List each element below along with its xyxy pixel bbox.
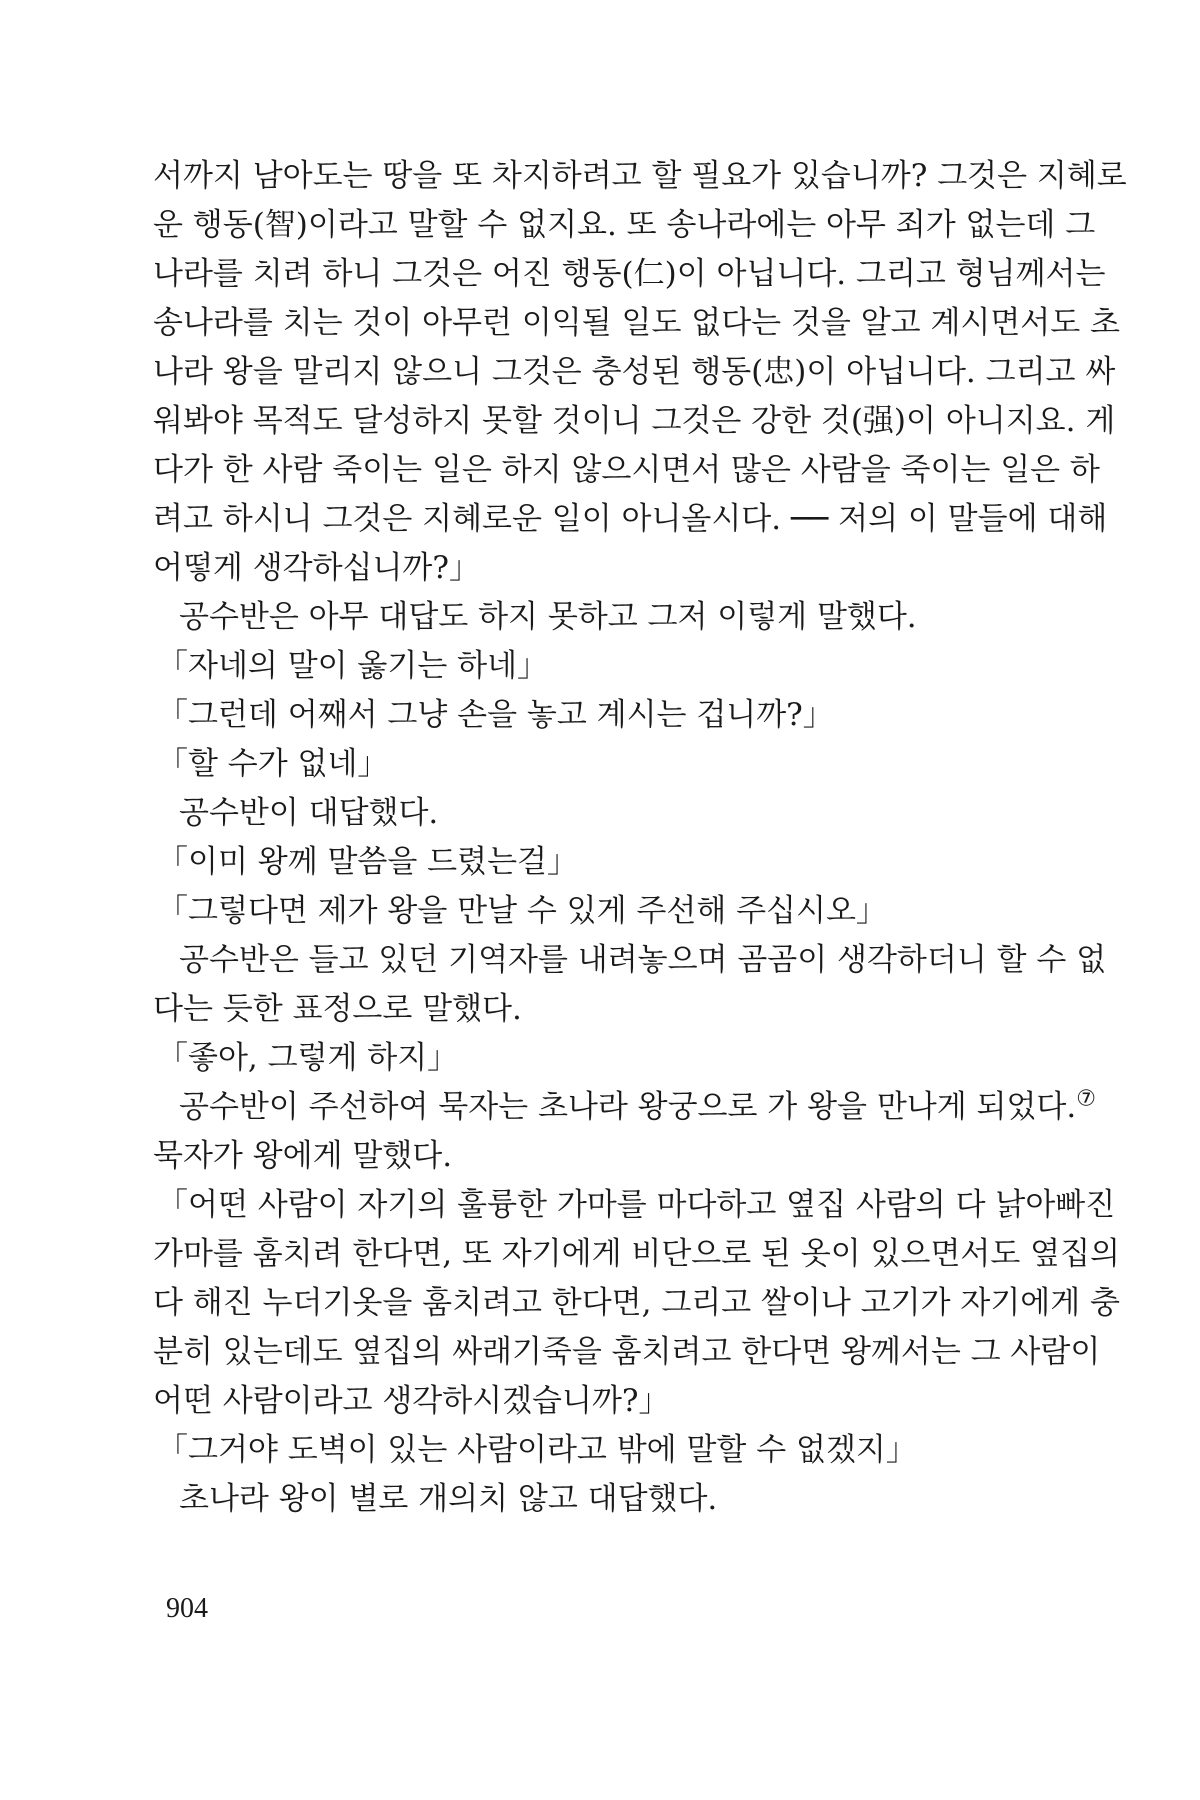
text-line: 서까지 남아도는 땅을 또 차지하려고 할 필요가 있습니까? 그것은 지혜로 bbox=[153, 158, 1127, 194]
text-line: 묵자가 왕에게 말했다. bbox=[153, 1138, 453, 1174]
text-line: 분히 있는데도 옆집의 싸래기죽을 훔치려고 한다면 왕께서는 그 사람이 bbox=[153, 1334, 1101, 1370]
text-line: 어떤 사람이라고 생각하시겠습니까?」 bbox=[153, 1383, 670, 1419]
dialogue-line: 「좋아, 그렇게 하지」 bbox=[157, 1040, 459, 1076]
dialogue-line: 「할 수가 없네」 bbox=[157, 746, 389, 782]
text-line: 운 행동(智)이라고 말할 수 없지요. 또 송나라에는 아무 죄가 없는데 그 bbox=[153, 207, 1096, 243]
body-text bbox=[153, 152, 1127, 1524]
narration-line bbox=[153, 1083, 1096, 1132]
narration-line: 공수반은 들고 있던 기역자를 내려놓으며 곰곰이 생각하더니 할 수 없 bbox=[179, 942, 1107, 978]
text-line: 워봐야 목적도 달성하지 못할 것이니 그것은 강한 것(强)이 아니지요. 게 bbox=[153, 403, 1116, 439]
page-number: 904 bbox=[166, 1593, 208, 1624]
dialogue-line: 「그거야 도벽이 있는 사람이라고 밖에 말할 수 없겠지」 bbox=[157, 1432, 917, 1468]
text-line: 나라를 치려 하니 그것은 어진 행동(仁)이 아닙니다. 그리고 형님께서는 bbox=[153, 256, 1106, 292]
narration-line: 공수반이 대답했다. bbox=[179, 795, 439, 831]
text-line: 송나라를 치는 것이 아무런 이익될 일도 없다는 것을 알고 계시면서도 초 bbox=[153, 305, 1120, 341]
narration-line: 공수반은 아무 대답도 하지 못하고 그저 이렇게 말했다. bbox=[179, 599, 917, 635]
text-line: 다가 한 사람 죽이는 일은 하지 않으시면서 많은 사람을 죽이는 일은 하 bbox=[153, 452, 1100, 488]
text-line: 나라 왕을 말리지 않으니 그것은 충성된 행동(忠)이 아닙니다. 그리고 싸 bbox=[153, 354, 1116, 390]
narration-line: 초나라 왕이 별로 개의치 않고 대답했다. bbox=[179, 1481, 718, 1517]
dialogue-line: 「그렇다면 제가 왕을 만날 수 있게 주선해 주십시오」 bbox=[157, 893, 887, 929]
dialogue-line: 「이미 왕께 말씀을 드렸는걸」 bbox=[157, 844, 578, 880]
text-line: 다는 듯한 표정으로 말했다. bbox=[153, 991, 522, 1027]
dialogue-line: 「어떤 사람이 자기의 훌륭한 가마를 마다하고 옆집 사람의 다 낡아빠진 bbox=[157, 1187, 1116, 1223]
text-line: 가마를 훔치려 한다면, 또 자기에게 비단으로 된 옷이 있으면서도 옆집의 bbox=[153, 1236, 1120, 1272]
dialogue-line: 「자네의 말이 옳기는 하네」 bbox=[157, 648, 549, 684]
text-line: 려고 하시니 그것은 지혜로운 일이 아니올시다. ── 저의 이 말들에 대해 bbox=[153, 501, 1108, 537]
text-line: 다 해진 누더기옷을 훔치려고 한다면, 그리고 쌀이나 고기가 자기에게 충 bbox=[153, 1285, 1120, 1321]
text-line: 어떻게 생각하십니까?」 bbox=[153, 550, 480, 586]
dialogue-line: 「그런데 어째서 그냥 손을 놓고 계시는 겁니까?」 bbox=[157, 697, 834, 733]
footnote-marker: ⑦ bbox=[1076, 1086, 1096, 1112]
narration-text: 공수반이 주선하여 묵자는 초나라 왕궁으로 가 왕을 만나게 되었다. bbox=[179, 1089, 1077, 1125]
